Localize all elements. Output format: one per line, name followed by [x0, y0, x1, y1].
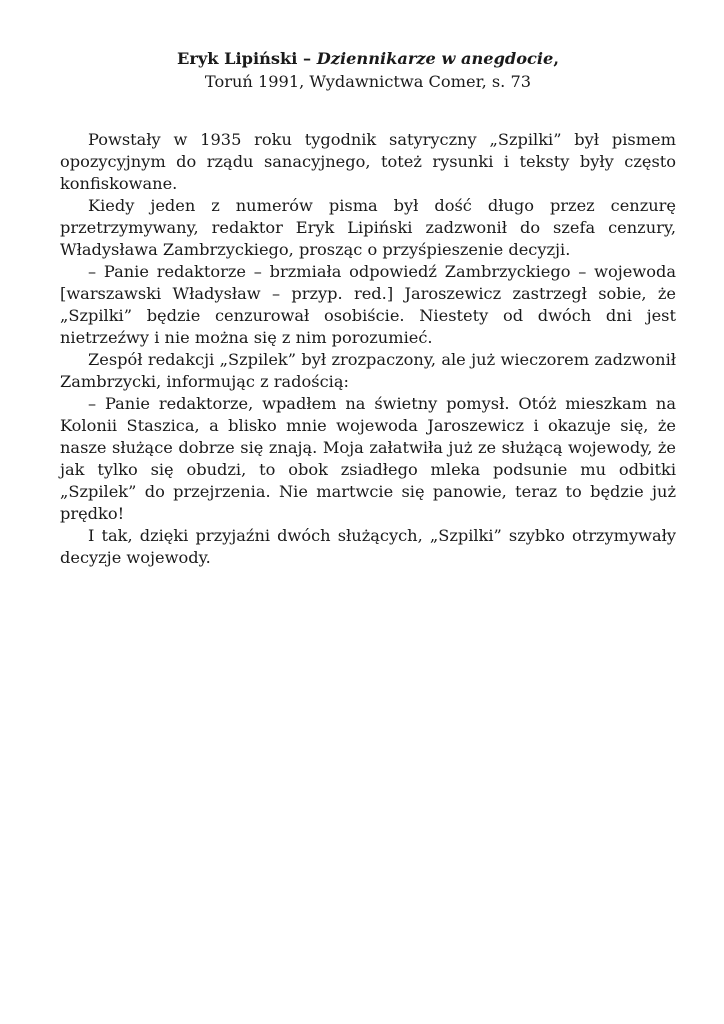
heading-comma: , — [553, 49, 559, 68]
book-title: Dziennikarze w anegdocie — [316, 49, 554, 68]
paragraph: Powstały w 1935 roku tygodnik satyryczny „Szpilki” był pismem opozycyjnym do rządu sanacyjnego, toteż rysunki i teksty były często konfiskowane. — [60, 130, 676, 193]
author-name: Eryk Lipiński — [177, 49, 298, 68]
document-page — [60, 47, 676, 569]
paragraph: I tak, dzięki przyjaźni dwóch służących, „Szpilki” szybko otrzymywały decyzje wojewody. — [60, 526, 676, 567]
paragraph: Kiedy jeden z numerów pisma był dość długo przez cenzurę przetrzymywany, redaktor Eryk Lipiński zadzwonił do szefa cenzury, Władysława Zambrzyckiego, prosząc o przyśpieszenie decyzji. — [60, 196, 676, 259]
publication-info: Toruń 1991, Wydawnictwa Comer, s. 73 — [204, 72, 532, 91]
paragraph: – Panie redaktorze, wpadłem na świetny pomysł. Otóż mieszkam na Kolonii Staszica, a blisko mnie wojewoda Jaroszewicz i okazuje się, że nasze służące dobrze się znają. Moja załatwiła już ze służącą wojewody, że jak tylko się obudzi, to obok zsiadłego mleka podsunie mu odbitki „Szpilek” do przejrzenia. Nie martwcie się panowie, teraz to będzie już prędko! — [60, 394, 676, 523]
citation-heading — [60, 47, 676, 93]
heading-dash: – — [297, 49, 317, 68]
paragraph: – Panie redaktorze – brzmiała odpowiedź Zambrzyckiego – wojewoda [warszawski Władysław – przyp. red.] Jaroszewicz zastrzegł sobie, że „Szpilki” będzie cenzurował osobiście. Niestety od dwóch dni jest nietrzeźwy i nie można się z nim porozumieć. — [60, 262, 676, 347]
anecdote-body — [60, 129, 676, 569]
paragraph: Zespół redakcji „Szpilek” był zrozpaczony, ale już wieczorem zadzwonił Zambrzycki, informując z radością: — [60, 350, 676, 391]
